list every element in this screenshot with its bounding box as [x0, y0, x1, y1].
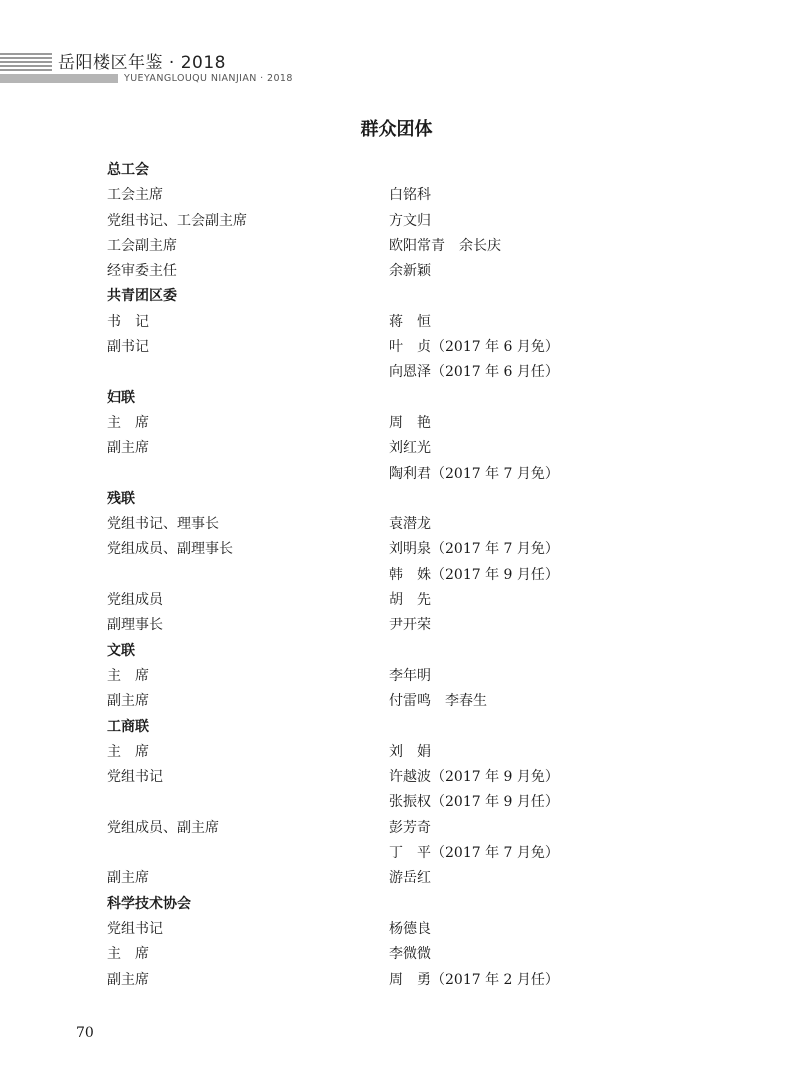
person-name: 杨德良: [389, 920, 431, 937]
position-title: 工会副主席: [107, 237, 177, 254]
directory-entry: [107, 183, 707, 208]
position-title: 书 记: [107, 313, 149, 330]
directory-entry: [107, 790, 707, 815]
position-title: 工会主席: [107, 187, 163, 204]
position-title: 副主席: [107, 870, 149, 887]
page-number: 70: [76, 1025, 94, 1041]
section-heading: 工商联: [107, 718, 149, 735]
person-name: 余新颖: [389, 263, 431, 280]
person-name: 陶利君（2017 年 7 月免）: [389, 465, 559, 482]
directory-entry: [107, 436, 707, 461]
person-name: 刘 娟: [389, 743, 431, 760]
directory-entry: [107, 335, 707, 360]
person-name: 向恩泽（2017 年 6 月任）: [389, 364, 559, 381]
position-title: 副主席: [107, 440, 149, 457]
position-title: 党组书记、工会副主席: [107, 212, 247, 229]
section-heading: 共青团区委: [107, 288, 177, 305]
directory-entry: [107, 259, 707, 284]
person-name: 尹开荣: [389, 617, 431, 634]
header-title: 岳阳楼区年鉴 · 2018: [58, 53, 226, 73]
section-heading: 科学技术协会: [107, 895, 191, 912]
directory-entry: [107, 942, 707, 967]
person-name: 李年明: [389, 667, 431, 684]
position-title: 党组成员、副理事长: [107, 541, 233, 558]
person-name: 白铭科: [389, 187, 431, 204]
running-header: [0, 48, 310, 88]
directory-entry: [107, 588, 707, 613]
directory-entry: [107, 411, 707, 436]
position-title: 党组书记: [107, 769, 163, 786]
section-heading: 妇联: [107, 389, 135, 406]
section-heading: 残联: [107, 490, 135, 507]
directory-entry: [107, 841, 707, 866]
person-name: 刘红光: [389, 440, 431, 457]
directory-entry: [107, 613, 707, 638]
person-name: 袁潜龙: [389, 516, 431, 533]
position-title: 主 席: [107, 743, 149, 760]
directory-entry: [107, 866, 707, 891]
header-stripes-decoration: [0, 53, 52, 73]
directory-entry: [107, 917, 707, 942]
position-title: 主 席: [107, 667, 149, 684]
section-heading: 文联: [107, 642, 135, 659]
person-name: 方文归: [389, 212, 431, 229]
directory-list: [107, 158, 707, 993]
person-name: 许越波（2017 年 9 月免）: [389, 769, 559, 786]
person-name: 周 勇（2017 年 2 月任）: [389, 971, 559, 988]
person-name: 刘明泉（2017 年 7 月免）: [389, 541, 559, 558]
position-title: 党组书记、理事长: [107, 516, 219, 533]
position-title: 副理事长: [107, 617, 163, 634]
person-name: 周 艳: [389, 414, 431, 431]
person-name: 彭芳奇: [389, 819, 431, 836]
directory-entry: [107, 664, 707, 689]
position-title: 党组成员、副主席: [107, 819, 219, 836]
directory-entry: [107, 234, 707, 259]
person-name: 欧阳常青 余长庆: [389, 237, 501, 254]
directory-entry: [107, 765, 707, 790]
directory-entry: [107, 462, 707, 487]
position-title: 副书记: [107, 339, 149, 356]
person-name: 叶 贞（2017 年 6 月免）: [389, 339, 559, 356]
page-title: 群众团体: [360, 119, 433, 140]
person-name: 付雷鸣 李春生: [389, 693, 487, 710]
directory-entry: [107, 512, 707, 537]
header-subtitle: YUEYANGLOUQU NIANJIAN · 2018: [124, 73, 293, 84]
person-name: 李微微: [389, 946, 431, 963]
position-title: 党组成员: [107, 592, 163, 609]
directory-entry: [107, 689, 707, 714]
directory-entry: [107, 360, 707, 385]
person-name: 张振权（2017 年 9 月任）: [389, 794, 559, 811]
directory-entry: [107, 537, 707, 562]
directory-entry: [107, 310, 707, 335]
directory-entry: [107, 209, 707, 234]
person-name: 蒋 恒: [389, 313, 431, 330]
person-name: 丁 平（2017 年 7 月免）: [389, 845, 559, 862]
person-name: 胡 先: [389, 592, 431, 609]
position-title: 副主席: [107, 971, 149, 988]
position-title: 经审委主任: [107, 263, 177, 280]
position-title: 主 席: [107, 414, 149, 431]
directory-entry: [107, 968, 707, 993]
position-title: 副主席: [107, 693, 149, 710]
header-bar-decoration: [0, 74, 118, 83]
directory-entry: [107, 563, 707, 588]
directory-entry: [107, 816, 707, 841]
position-title: 主 席: [107, 946, 149, 963]
section-heading: 总工会: [107, 162, 149, 178]
person-name: 韩 姝（2017 年 9 月任）: [389, 566, 559, 583]
directory-entry: [107, 740, 707, 765]
person-name: 游岳红: [389, 870, 431, 887]
position-title: 党组书记: [107, 920, 163, 937]
